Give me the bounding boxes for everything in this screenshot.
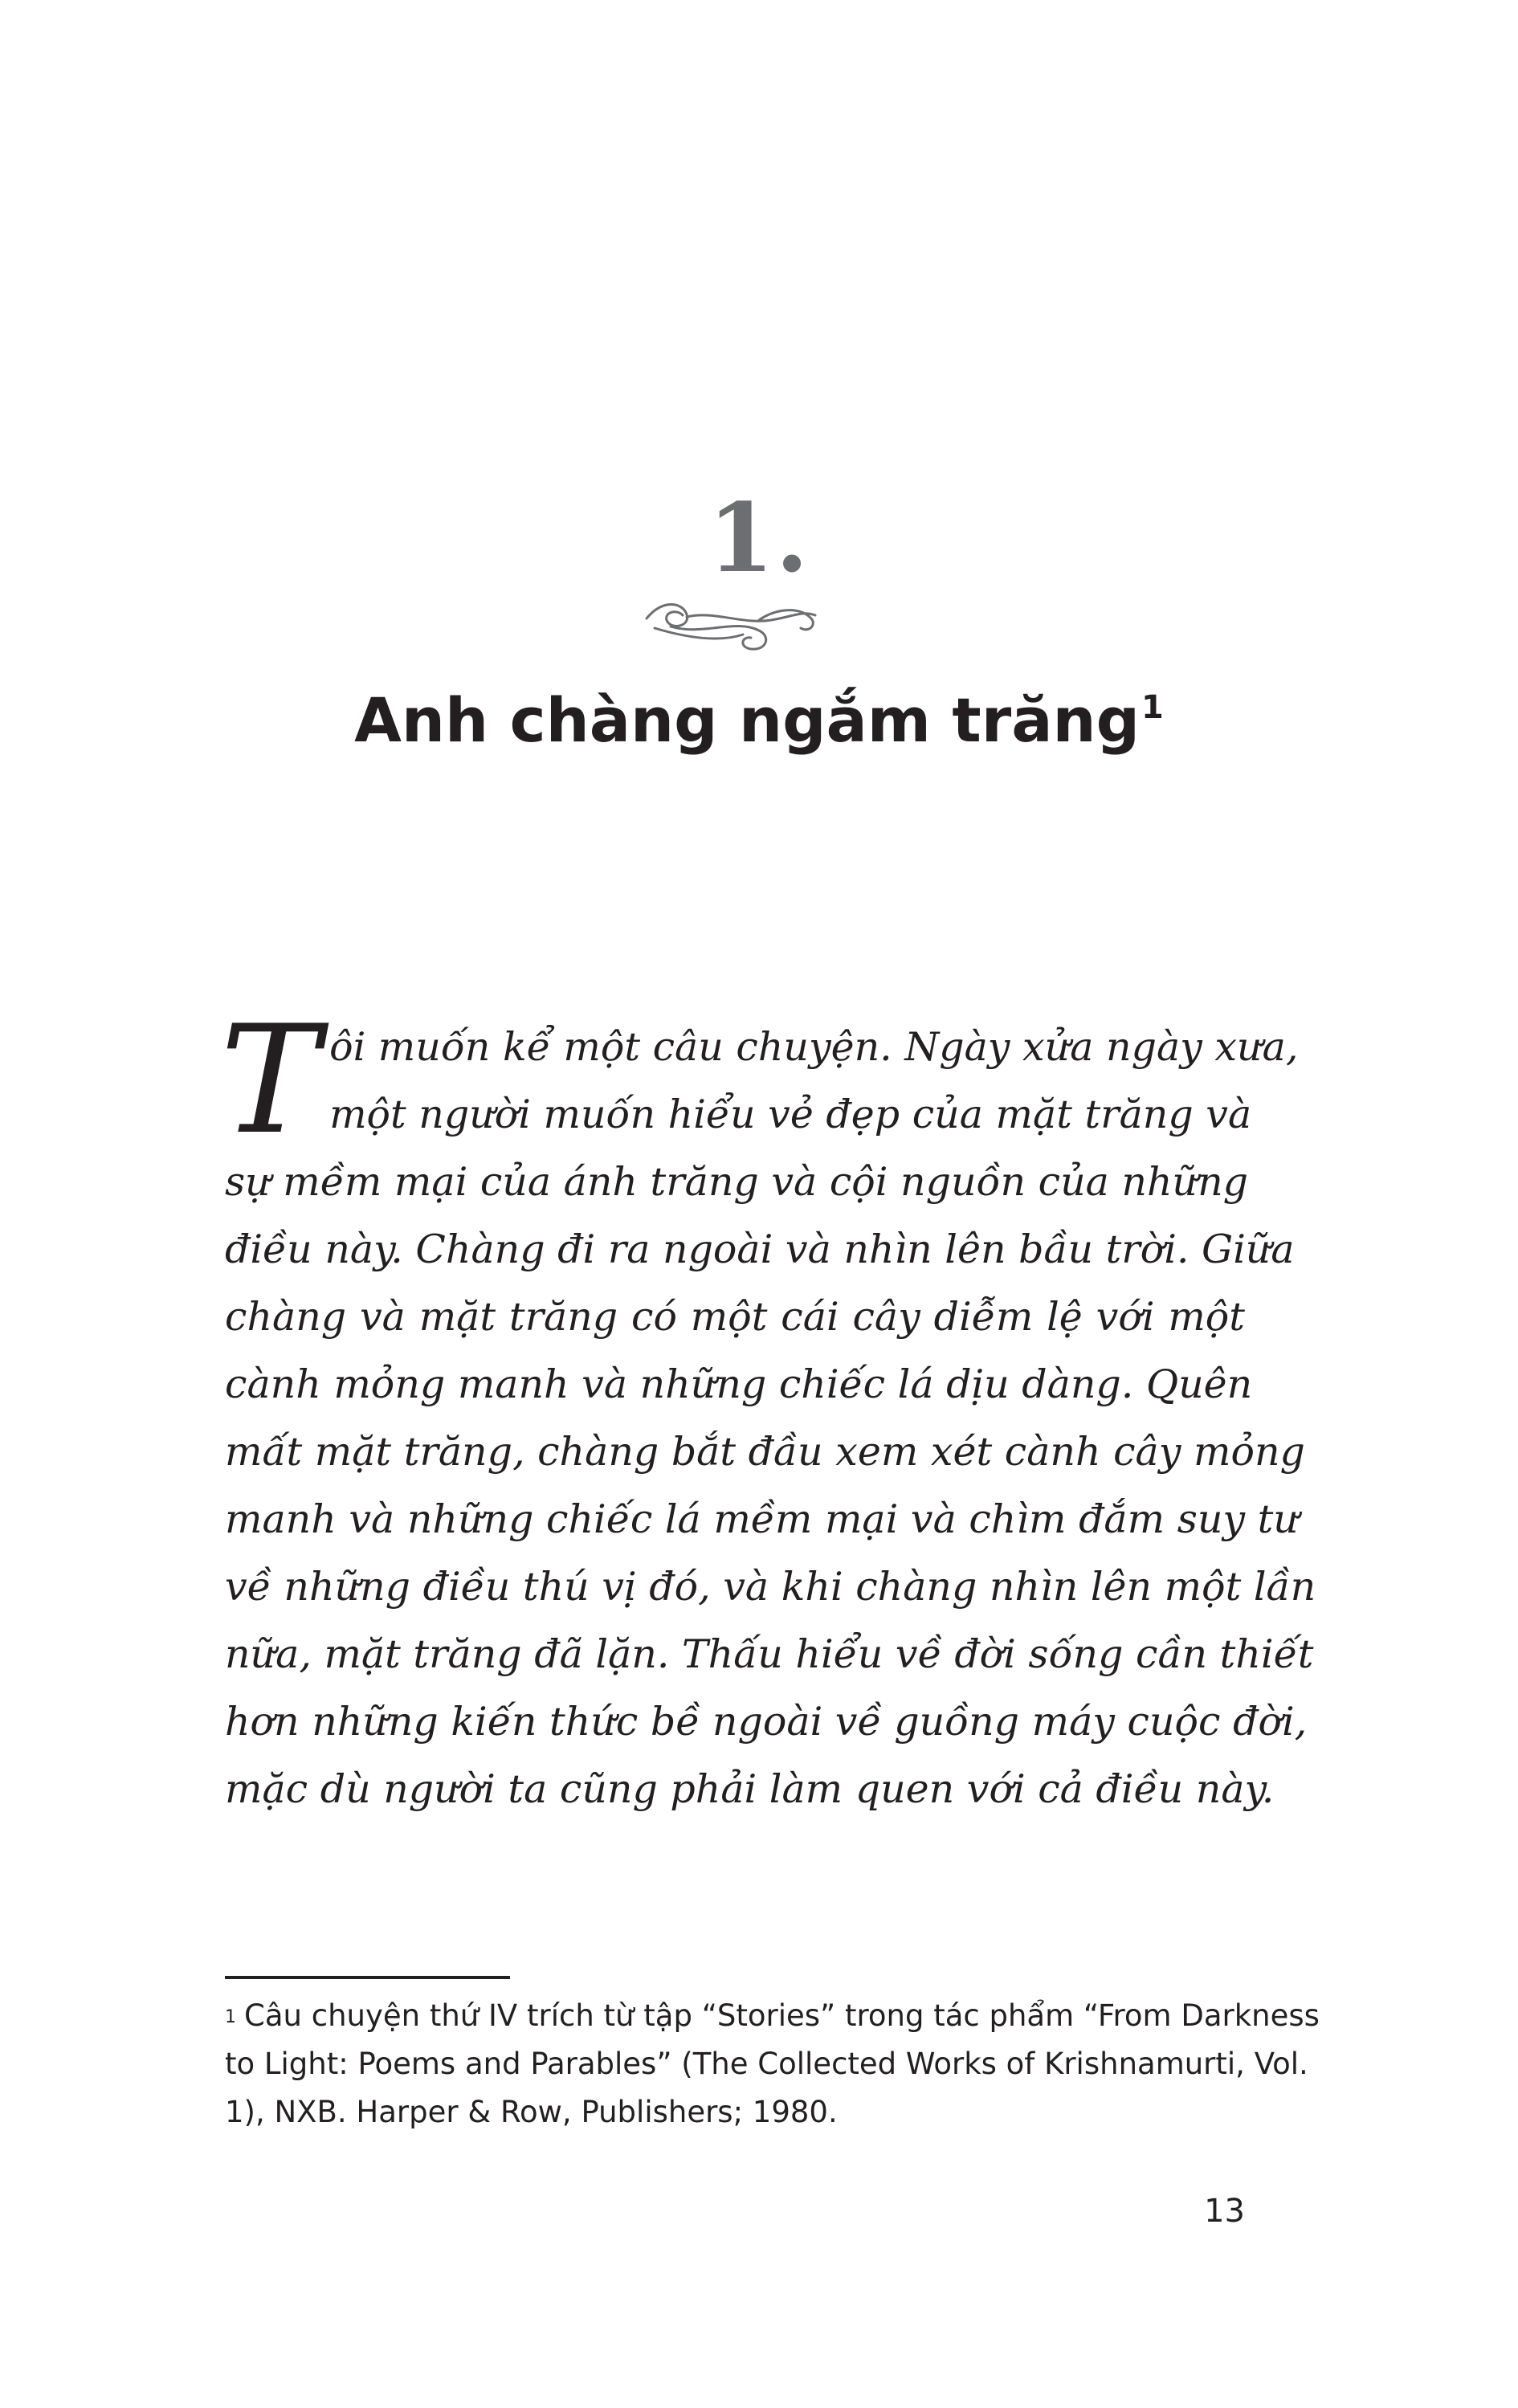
story-text [220, 993, 1316, 1823]
footnote-marker: 1 [225, 2007, 236, 2027]
story-line: về những điều thú vị đó, và khi chàng nhìn lên một lần [225, 1564, 1316, 1610]
story-line: điều này. Chàng đi ra ngoài và nhìn lên bầu trời. Giữa [225, 1226, 1295, 1272]
story-line: mất mặt trăng, chàng bắt đầu xem xét cành cây mỏng [225, 1429, 1305, 1475]
story-line: hơn những kiến thức bề ngoài về guồng máy cuộc đời, [225, 1699, 1308, 1745]
footnote [225, 1992, 1320, 2137]
chapter-title-text: Anh chàng ngắm trăng [354, 684, 1141, 756]
footnote-divider [225, 1976, 510, 1979]
drop-cap: T [220, 993, 320, 1167]
story-line: ôi muốn kể một câu chuyện. Ngày xửa ngày xưa, [329, 1024, 1299, 1070]
footnote-line: 1), NXB. Harper & Row, Publishers; 1980. [225, 2095, 838, 2129]
chapter-number: 1. [708, 482, 810, 594]
story-line: cành mỏng manh và những chiếc lá dịu dàng. Quên [225, 1361, 1253, 1407]
story-line: sự mềm mại của ánh trăng và cội nguồn của những [225, 1159, 1249, 1205]
story-line: chàng và mặt trăng có một cái cây diễm lệ với một [225, 1294, 1245, 1340]
ornament-flourish-icon [639, 586, 823, 659]
footnote-line [225, 1992, 1320, 2040]
story-line: manh và những chiếc lá mềm mại và chìm đắm suy tư [225, 1496, 1299, 1542]
story-line: mặc dù người ta cũng phải làm quen với cả điều này. [225, 1766, 1275, 1812]
chapter-title [0, 684, 1518, 756]
story-line: một người muốn hiểu vẻ đẹp của mặt trăng và [329, 1092, 1252, 1137]
page-number: 13 [1204, 2193, 1245, 2230]
footnote-line: to Light: Poems and Parables” (The Collected Works of Krishnamurti, Vol. [225, 2047, 1308, 2081]
story-line: nữa, mặt trăng đã lặn. Thấu hiểu về đời sống cần thiết [225, 1631, 1314, 1677]
footnote-line-text: Câu chuyện thứ IV trích từ tập “Stories” trong tác phẩm “From Darkness [244, 1998, 1320, 2033]
title-footnote-marker: 1 [1141, 689, 1164, 726]
